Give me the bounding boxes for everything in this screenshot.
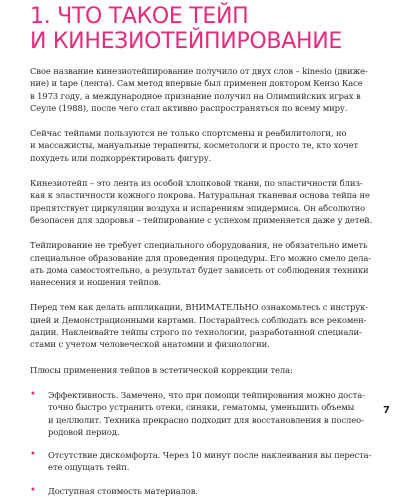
chapter-title-line: И КИНЕЗИОТЕЙПИРОВАНИЕ bbox=[30, 29, 342, 54]
body-text bbox=[30, 65, 392, 497]
text-line: Перед тем как делать аппликации, ВНИМАТЕЛЬНО ознакомьтесь с инструк- bbox=[30, 302, 369, 313]
document-page bbox=[30, 4, 392, 496]
bullet-icon: • bbox=[30, 388, 36, 400]
text-line: родовой период. bbox=[48, 426, 120, 437]
paragraph bbox=[30, 364, 392, 376]
text-line: Сейчас тейпами пользуются не только спортсмены и реабилитологи, но bbox=[30, 128, 347, 139]
benefits-list bbox=[30, 389, 392, 497]
text-line: Кинезиотейп – это лента из особой хлопковой ткани, по эластичности близ- bbox=[30, 178, 363, 189]
text-line: специальное образование для проведения процедуры. Его можно смело дела- bbox=[30, 252, 372, 263]
text-line: стами с учетом человеческой анатомии и физиологии. bbox=[30, 339, 270, 350]
paragraph bbox=[30, 239, 392, 288]
text-line: Сеуле (1988), после чего стал активно распространяться по всему миру. bbox=[30, 102, 348, 113]
text-line: и целлюлит. Техника прекрасно подходит для восстановления в послео- bbox=[48, 414, 364, 425]
text-line: Отсутствие дискомфорта. Через 10 минут после наклеивания вы переста- bbox=[48, 450, 372, 461]
paragraph bbox=[30, 301, 392, 350]
text-line: похудеть или подкорректировать фигуру. bbox=[30, 152, 212, 163]
text-line: кая к эластичности кожного покрова. Натуральная тканевая основа тейпа не bbox=[30, 190, 370, 201]
chapter-title-line: 1. ЧТО ТАКОЕ ТЕЙП bbox=[30, 4, 249, 29]
text-line: дации. Наклеивайте тейпы строго по технологии, разработанной специали- bbox=[30, 327, 362, 338]
paragraph bbox=[30, 177, 392, 226]
bullet-icon: • bbox=[30, 449, 36, 461]
text-line: ние) и tape (лента). Сам метод впервые был применен доктором Кензо Касе bbox=[30, 78, 363, 89]
chapter-title bbox=[30, 4, 392, 54]
text-line: Тейпирование не требует специального оборудования, не обязательно иметь bbox=[30, 240, 368, 251]
page-number: 7 bbox=[383, 405, 390, 416]
text-line: Доступная стоимость материалов. bbox=[48, 485, 198, 496]
text-line: Свое название кинезиотейпирование получило от двух слов – kinesio (движе- bbox=[30, 66, 368, 76]
text-line: нанесения и ношения тейпов. bbox=[30, 277, 162, 288]
text-line: безопасен для здоровья – тейпирование с успехом применяется даже у детей. bbox=[30, 214, 373, 225]
text-line: препятствует циркуляции воздуха и испарениям эпидермиса. Он абсолютно bbox=[30, 202, 366, 213]
paragraph bbox=[30, 127, 392, 164]
text-line: Плюсы применения тейпов в эстетической коррекции тела: bbox=[30, 364, 293, 375]
text-line: ете ощущать тейп. bbox=[48, 462, 130, 473]
text-line: цией и Демонстрационными картами. Постарайтесь соблюдать все рекомен- bbox=[30, 314, 367, 325]
text-line: ать дома самостоятельно, а результат будет зависеть от соблюдения техники bbox=[30, 264, 369, 275]
paragraph bbox=[30, 65, 392, 114]
text-line: и массажисты, мануальные терапевты, косметологи и просто те, кто хочет bbox=[30, 140, 359, 151]
list-item bbox=[30, 449, 392, 474]
list-item bbox=[30, 389, 392, 438]
bullet-icon: • bbox=[30, 484, 36, 496]
text-line: Эффективность. Замечено, что при помощи тейпирования можно доста- bbox=[48, 389, 365, 400]
list-item bbox=[30, 485, 392, 497]
text-line: точно быстро устранить отеки, синяки, гематомы, уменьшить объемы bbox=[48, 402, 355, 413]
text-line: в 1973 году, а международное признание получил на Олимпийских играх в bbox=[30, 90, 361, 101]
